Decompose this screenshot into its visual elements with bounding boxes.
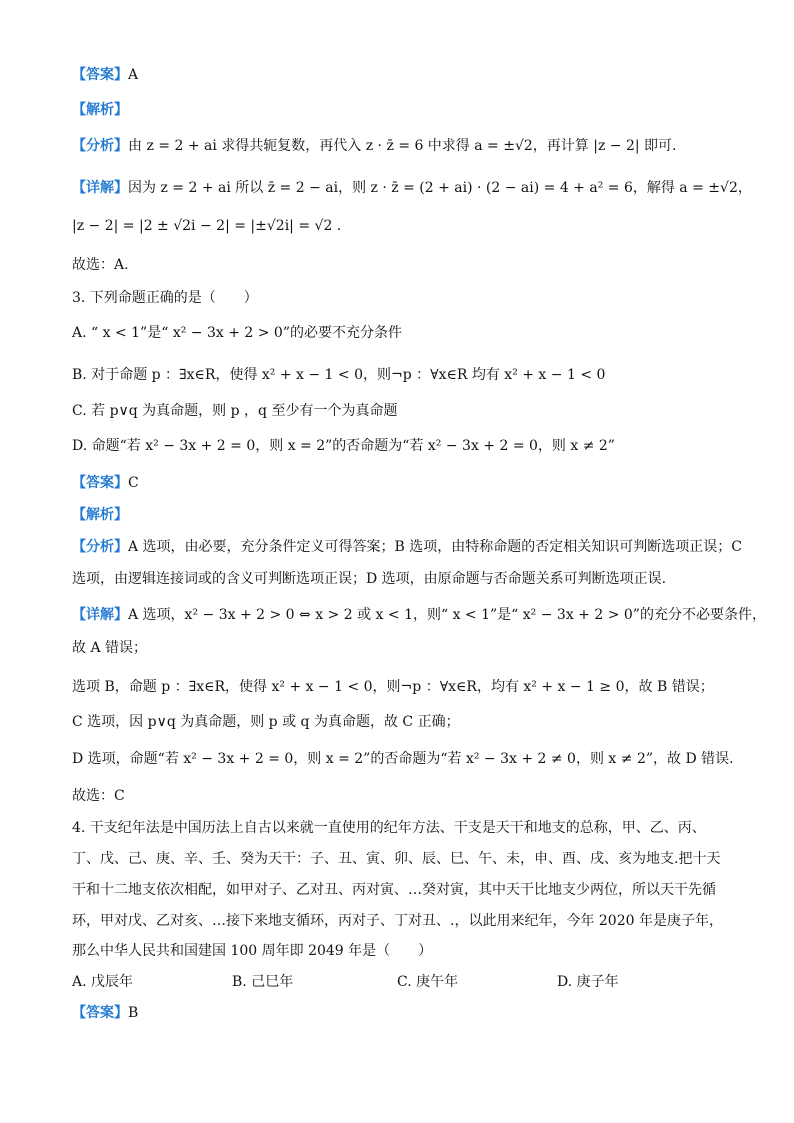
xiangjie-text-2: |z − 2| = |2 ± √2i − 2| = |±√2i| = √2 . — [72, 218, 342, 234]
fenxi-text: 由 z = 2 + ai 求得共轭复数，再代入 z · z̄ = 6 中求得 a = ±√2，再计算 |z − 2| 即可. — [128, 138, 677, 154]
q3-xiangjie-line-2 — [72, 639, 732, 657]
question-stem: 丁、戊、己、庚、辛、壬、癸为天干：子、丑、寅、卯、辰、巳、午、未，申、酉、戌、亥为地支.把十天 — [72, 851, 721, 867]
fenxi-text: 选项，由逻辑连接词或的含义可判断选项正误；D 选项，由原命题与否命题关系可判断选项正误. — [72, 571, 667, 587]
option-text: C. 若 p∨q 为真命题，则 p ，q 至少有一个为真命题 — [72, 403, 398, 419]
q3-xiangjie-line-5 — [72, 750, 732, 768]
analysis-tag: 【解析】 — [72, 102, 128, 118]
xiangjie-text: A 选项，x² − 3x + 2 > 0 ⇔ x > 2 或 x < 1，则“ x < 1”是“ x² − 3x + 2 > 0”的充分不必要条件， — [128, 607, 766, 623]
xiangjie-tag: 【详解】 — [72, 607, 128, 623]
fenxi-text: A 选项，由必要，充分条件定义可得答案；B 选项，由特称命题的否定相关知识可判断选项正误；C — [128, 539, 743, 555]
q3-option-b — [72, 366, 732, 384]
q2-xiangjie-line — [72, 179, 752, 197]
q4-option-a: A. 戊辰年 — [72, 974, 134, 990]
xiangjie-text: 故 A 错误； — [72, 640, 148, 656]
q2-choose-line — [72, 256, 732, 274]
q4-options — [72, 973, 732, 991]
analysis-tag: 【解析】 — [72, 507, 128, 523]
choose-text: 故选：C — [72, 788, 125, 804]
option-text: A. “ x < 1”是“ x² − 3x + 2 > 0”的必要不充分条件 — [72, 325, 402, 341]
option-text: D. 命题“若 x² − 3x + 2 = 0，则 x = 2”的否命题为“若 x² − 3x + 2 = 0，则 x ≠ 2” — [72, 438, 615, 454]
q4-answer-line — [72, 1004, 732, 1022]
question-stem: 那么中华人民共和国建国 100 周年即 2049 年是（ ） — [72, 943, 433, 959]
xiangjie-tag: 【详解】 — [72, 180, 128, 196]
xiangjie-text: 因为 z = 2 + ai 所以 z̄ = 2 − ai，则 z · z̄ = (2 + ai) · (2 − ai) = 4 + a² = 6，解得 a = ±√2， — [128, 180, 752, 196]
question-stem: 4. 干支纪年法是中国历法上自古以来就一直使用的纪年方法、干支是天干和地支的总称，甲、乙、丙、 — [72, 820, 706, 836]
q4-option-d: D. 庚子年 — [557, 974, 619, 990]
q2-xiangjie-line-2 — [72, 217, 732, 235]
xiangjie-text: D 选项，命题“若 x² − 3x + 2 = 0，则 x = 2”的否命题为“若 x² − 3x + 2 ≠ 0，则 x ≠ 2”，故 D 错误. — [72, 751, 734, 767]
q3-xiangjie-line-3 — [72, 678, 732, 696]
choose-text: 故选：A. — [72, 257, 129, 273]
q4-option-c: C. 庚午年 — [397, 974, 459, 990]
q4-stem-line-5 — [72, 942, 732, 960]
q3-choose-line — [72, 787, 732, 805]
q3-fenxi-line-2 — [72, 570, 732, 588]
q2-fenxi-line — [72, 137, 732, 155]
q2-analysis-line — [72, 101, 732, 119]
answer-value: A — [128, 67, 139, 83]
question-stem: 3. 下列命题正确的是（ ） — [72, 290, 258, 306]
q3-fenxi-line-1 — [72, 538, 743, 556]
q3-xiangjie-line-1 — [72, 606, 766, 624]
answer-tag: 【答案】 — [72, 67, 128, 83]
q3-xiangjie-line-4 — [72, 713, 732, 731]
q4-stem-line-3 — [72, 881, 732, 899]
xiangjie-text: C 选项，因 p∨q 为真命题，则 p 或 q 为真命题，故 C 正确； — [72, 714, 460, 730]
answer-value: C — [128, 475, 139, 491]
fenxi-tag: 【分析】 — [72, 138, 128, 154]
q4-stem-line-4 — [72, 912, 732, 930]
q3-answer-line — [72, 474, 732, 492]
q3-analysis-line — [72, 506, 732, 524]
q4-stem-line-1 — [72, 819, 732, 837]
q3-option-c — [72, 402, 732, 420]
answer-tag: 【答案】 — [72, 475, 128, 491]
q3-stem — [72, 289, 732, 307]
q3-option-a — [72, 324, 732, 342]
q3-option-d — [72, 437, 732, 455]
fenxi-tag: 【分析】 — [72, 539, 128, 555]
answer-tag: 【答案】 — [72, 1005, 128, 1021]
option-text: B. 对于命题 p ：∃x∈R，使得 x² + x − 1 < 0，则¬p ：∀x∈R 均有 x² + x − 1 < 0 — [72, 367, 606, 383]
question-stem: 干和十二地支依次相配，如甲对子、乙对丑、丙对寅、…癸对寅，其中天干比地支少两位，所以天干先循 — [72, 882, 716, 898]
q4-stem-line-2 — [72, 850, 732, 868]
q4-option-b: B. 己巳年 — [232, 974, 294, 990]
q2-answer-line — [72, 66, 732, 84]
xiangjie-text: 选项 B，命题 p ：∃x∈R，使得 x² + x − 1 < 0，则¬p ：∀x∈R，均有 x² + x − 1 ≥ 0，故 B 错误； — [72, 679, 714, 695]
answer-value: B — [128, 1005, 139, 1021]
question-stem: 环，甲对戊、乙对亥、…接下来地支循环，丙对子、丁对丑、.，以此用来纪年，今年 2020 年是庚子年， — [72, 913, 723, 929]
